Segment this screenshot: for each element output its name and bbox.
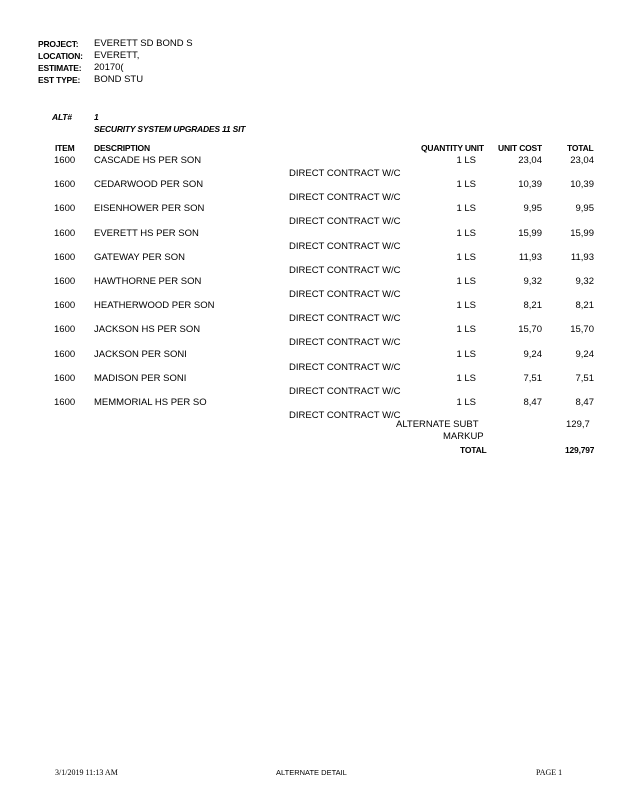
row-unit-cost: 9,24: [523, 349, 542, 360]
col-unit-cost: UNIT COST: [498, 143, 543, 153]
row-item-code: 1600: [54, 179, 76, 190]
location-label: LOCATION:: [38, 51, 83, 61]
estimate-value: 20170(: [94, 62, 124, 73]
row-unit-cost: 10,39: [518, 179, 542, 190]
row-total: 23,04: [570, 155, 594, 166]
row-total: 10,39: [570, 179, 594, 190]
row-note: DIRECT CONTRACT W/C: [289, 362, 401, 373]
footer-datetime: 3/1/2019 11:13 AM: [55, 768, 118, 777]
row-note: DIRECT CONTRACT W/C: [289, 313, 401, 324]
alt-title: SECURITY SYSTEM UPGRADES 11 SIT: [94, 124, 246, 134]
row-description: MEMMORIAL HS PER SO: [94, 397, 207, 408]
row-unit-cost: 7,51: [523, 373, 542, 384]
row-total: 8,21: [575, 300, 594, 311]
footer-report-name: ALTERNATE DETAIL: [276, 768, 347, 777]
row-quantity-unit: 1 LS: [456, 397, 476, 408]
row-unit-cost: 9,32: [523, 276, 542, 287]
row-total: 7,51: [575, 373, 594, 384]
row-note: DIRECT CONTRACT W/C: [289, 337, 401, 348]
row-description: MADISON PER SONI: [94, 373, 187, 384]
row-total: 15,70: [570, 324, 594, 335]
row-item-code: 1600: [54, 324, 76, 335]
row-note: DIRECT CONTRACT W/C: [289, 168, 401, 179]
project-value: EVERETT SD BOND S: [94, 38, 193, 49]
row-total: 15,99: [570, 228, 594, 239]
total-label: TOTAL: [460, 445, 487, 455]
row-quantity-unit: 1 LS: [456, 203, 476, 214]
est-type-value: BOND STU: [94, 74, 144, 85]
row-item-code: 1600: [54, 373, 76, 384]
row-unit-cost: 8,21: [523, 300, 542, 311]
row-quantity-unit: 1 LS: [456, 276, 476, 287]
est-type-label: EST TYPE:: [38, 75, 81, 85]
row-unit-cost: 15,70: [518, 324, 542, 335]
row-item-code: 1600: [54, 228, 76, 239]
markup-label: MARKUP: [443, 431, 484, 442]
row-item-code: 1600: [54, 252, 76, 263]
row-quantity-unit: 1 LS: [456, 155, 476, 166]
row-note: DIRECT CONTRACT W/C: [289, 192, 401, 203]
project-label: PROJECT:: [38, 39, 79, 49]
row-item-code: 1600: [54, 276, 76, 287]
row-quantity-unit: 1 LS: [456, 373, 476, 384]
row-quantity-unit: 1 LS: [456, 324, 476, 335]
row-description: EVERETT HS PER SON: [94, 228, 199, 239]
subtotal-value: 129,7: [566, 419, 590, 430]
row-note: DIRECT CONTRACT W/C: [289, 386, 401, 397]
row-total: 8,47: [575, 397, 594, 408]
row-total: 9,95: [575, 203, 594, 214]
row-item-code: 1600: [54, 349, 76, 360]
row-description: GATEWAY PER SON: [94, 252, 185, 263]
footer-page-number: PAGE 1: [536, 768, 563, 777]
row-total: 9,32: [575, 276, 594, 287]
estimate-label: ESTIMATE:: [38, 63, 82, 73]
total-value: 129,797: [565, 445, 595, 455]
row-quantity-unit: 1 LS: [456, 349, 476, 360]
row-item-code: 1600: [54, 300, 76, 311]
row-note: DIRECT CONTRACT W/C: [289, 241, 401, 252]
row-unit-cost: 11,93: [518, 252, 542, 263]
row-total: 9,24: [575, 349, 594, 360]
row-item-code: 1600: [54, 397, 76, 408]
row-note: DIRECT CONTRACT W/C: [289, 289, 401, 300]
row-unit-cost: 15,99: [518, 228, 542, 239]
row-quantity-unit: 1 LS: [456, 252, 476, 263]
row-unit-cost: 23,04: [518, 155, 542, 166]
row-note: DIRECT CONTRACT W/C: [289, 265, 401, 276]
row-description: JACKSON HS PER SON: [94, 324, 201, 335]
row-quantity-unit: 1 LS: [456, 179, 476, 190]
col-item: ITEM: [55, 143, 75, 153]
row-note: DIRECT CONTRACT W/C: [289, 410, 401, 421]
row-item-code: 1600: [54, 155, 76, 166]
col-description: DESCRIPTION: [94, 143, 150, 153]
row-description: JACKSON PER SONI: [94, 349, 187, 360]
alt-number: 1: [94, 112, 99, 122]
row-description: EISENHOWER PER SON: [94, 203, 205, 214]
row-description: CEDARWOOD PER SON: [94, 179, 204, 190]
row-quantity-unit: 1 LS: [456, 228, 476, 239]
location-value: EVERETT,: [94, 50, 140, 61]
row-note: DIRECT CONTRACT W/C: [289, 216, 401, 227]
row-quantity-unit: 1 LS: [456, 300, 476, 311]
col-quantity-unit: QUANTITY UNIT: [421, 143, 484, 153]
row-description: HAWTHORNE PER SON: [94, 276, 202, 287]
row-description: CASCADE HS PER SON: [94, 155, 202, 166]
alt-label: ALT#: [52, 112, 72, 122]
row-unit-cost: 9,95: [523, 203, 542, 214]
row-description: HEATHERWOOD PER SON: [94, 300, 215, 311]
row-item-code: 1600: [54, 203, 76, 214]
col-total: TOTAL: [567, 143, 594, 153]
subtotal-label: ALTERNATE SUBT: [396, 419, 479, 430]
row-total: 11,93: [570, 252, 594, 263]
row-unit-cost: 8,47: [523, 397, 542, 408]
